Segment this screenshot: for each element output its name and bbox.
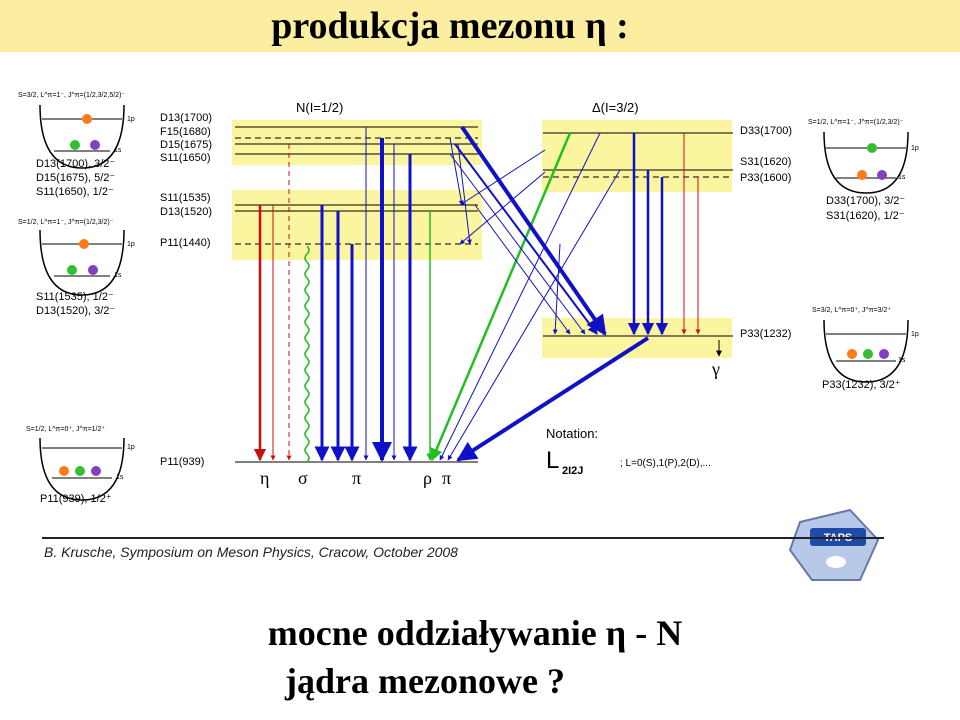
- svg-text:D13(1700), 3/2⁻: D13(1700), 3/2⁻: [36, 158, 116, 170]
- label-p33-1600: P33(1600): [740, 172, 792, 184]
- bottom-text-line-1: mocne oddziaływanie η - N: [267, 613, 683, 653]
- svg-text:1p: 1p: [911, 331, 919, 338]
- band-delta-low: [542, 318, 732, 358]
- svg-text:D13(1520), 3/2⁻: D13(1520), 3/2⁻: [36, 305, 116, 317]
- label-p11-1440: P11(1440): [160, 237, 211, 249]
- notation-desc: ; L=0(S),1(P),2(D),...: [620, 458, 711, 469]
- n-level-labels: [160, 112, 212, 468]
- n-vertical-decays: [260, 127, 430, 462]
- svg-text:P11(939), 1/2⁺: P11(939), 1/2⁺: [40, 493, 112, 505]
- svg-text:S=1/2, L^π=1⁻, J^π=(1/2,3/2)⁻: S=1/2, L^π=1⁻, J^π=(1/2,3/2)⁻: [18, 219, 114, 226]
- notation-symbol: L: [546, 447, 560, 474]
- level-diagram: [0, 70, 960, 535]
- delta-header: Δ(I=3/2): [592, 100, 639, 115]
- svg-text:D15(1675), 5/2⁻: D15(1675), 5/2⁻: [36, 172, 116, 184]
- svg-text:S=3/2, L^π=1⁻, J^π=(1/2,3/2,5/: S=3/2, L^π=1⁻, J^π=(1/2,3/2,5/2)⁻: [18, 92, 126, 99]
- n-level-lines: [235, 127, 478, 462]
- decay-label-pi2: π: [442, 468, 452, 488]
- band-n-mid: [232, 190, 482, 260]
- label-d13-1700: D13(1700): [160, 112, 212, 124]
- well-1: [18, 92, 135, 198]
- decay-label-gamma: γ: [712, 359, 720, 379]
- bottom-text-line-2: jądra mezonowe ?: [285, 661, 565, 701]
- svg-text:1s: 1s: [114, 147, 122, 154]
- well-2: [18, 219, 135, 317]
- label-d33-1700: D33(1700): [740, 125, 792, 137]
- decay-label-sigma: σ: [298, 468, 308, 488]
- notation-sub: 2I2J: [562, 465, 584, 477]
- taps-logo: [790, 510, 878, 580]
- slide-title: produkcja mezonu η :: [271, 5, 629, 47]
- svg-text:1p: 1p: [127, 241, 135, 248]
- svg-text:1s: 1s: [114, 272, 122, 279]
- footer-rule: [42, 537, 884, 539]
- svg-text:S=3/2, L^π=0⁺, J^π=3/2⁺: S=3/2, L^π=0⁺, J^π=3/2⁺: [812, 307, 892, 314]
- well-5: [812, 307, 919, 391]
- label-s11-1535: S11(1535): [160, 192, 211, 204]
- well-4: [808, 119, 919, 222]
- svg-text:S=1/2, L^π=0⁺, J^π=1/2⁺: S=1/2, L^π=0⁺, J^π=1/2⁺: [26, 426, 106, 433]
- label-p11-939: P11(939): [160, 456, 205, 468]
- svg-text:1p: 1p: [911, 145, 919, 152]
- svg-text:P33(1232), 3/2⁺: P33(1232), 3/2⁺: [822, 379, 901, 391]
- label-d13-1520: D13(1520): [160, 206, 212, 218]
- label-f15-1680: F15(1680): [160, 126, 211, 138]
- svg-text:1s: 1s: [898, 357, 906, 364]
- label-d15-1675: D15(1675): [160, 139, 212, 151]
- decay-label-eta: η: [260, 468, 270, 488]
- well-3: [26, 426, 135, 505]
- svg-text:1p: 1p: [127, 444, 135, 451]
- svg-text:S31(1620), 1/2⁻: S31(1620), 1/2⁻: [826, 210, 905, 222]
- n-header: N(I=1/2): [296, 100, 344, 115]
- delta-level-labels: [740, 125, 792, 340]
- svg-text:1s: 1s: [898, 174, 906, 181]
- decay-label-rho: ρ: [423, 468, 432, 488]
- svg-text:D33(1700), 3/2⁻: D33(1700), 3/2⁻: [826, 195, 906, 207]
- svg-text:1p: 1p: [127, 116, 135, 123]
- label-s11-1650: S11(1650): [160, 152, 211, 164]
- label-s31-1620: S31(1620): [740, 156, 792, 168]
- svg-text:S11(1535), 1/2⁻: S11(1535), 1/2⁻: [36, 291, 114, 303]
- svg-text:1s: 1s: [116, 474, 124, 481]
- footer-citation: B. Krusche, Symposium on Meson Physics, Cracow, October 2008: [44, 544, 458, 560]
- svg-text:S=1/2, L^π=1⁻, J^π=(1/2,3/2)⁻: S=1/2, L^π=1⁻, J^π=(1/2,3/2)⁻: [808, 119, 904, 126]
- notation-title: Notation:: [546, 426, 599, 441]
- label-p33-1232: P33(1232): [740, 328, 792, 340]
- decay-label-pi: π: [352, 468, 362, 488]
- svg-text:S11(1650), 1/2⁻: S11(1650), 1/2⁻: [36, 186, 114, 198]
- band-delta-high: [542, 120, 732, 192]
